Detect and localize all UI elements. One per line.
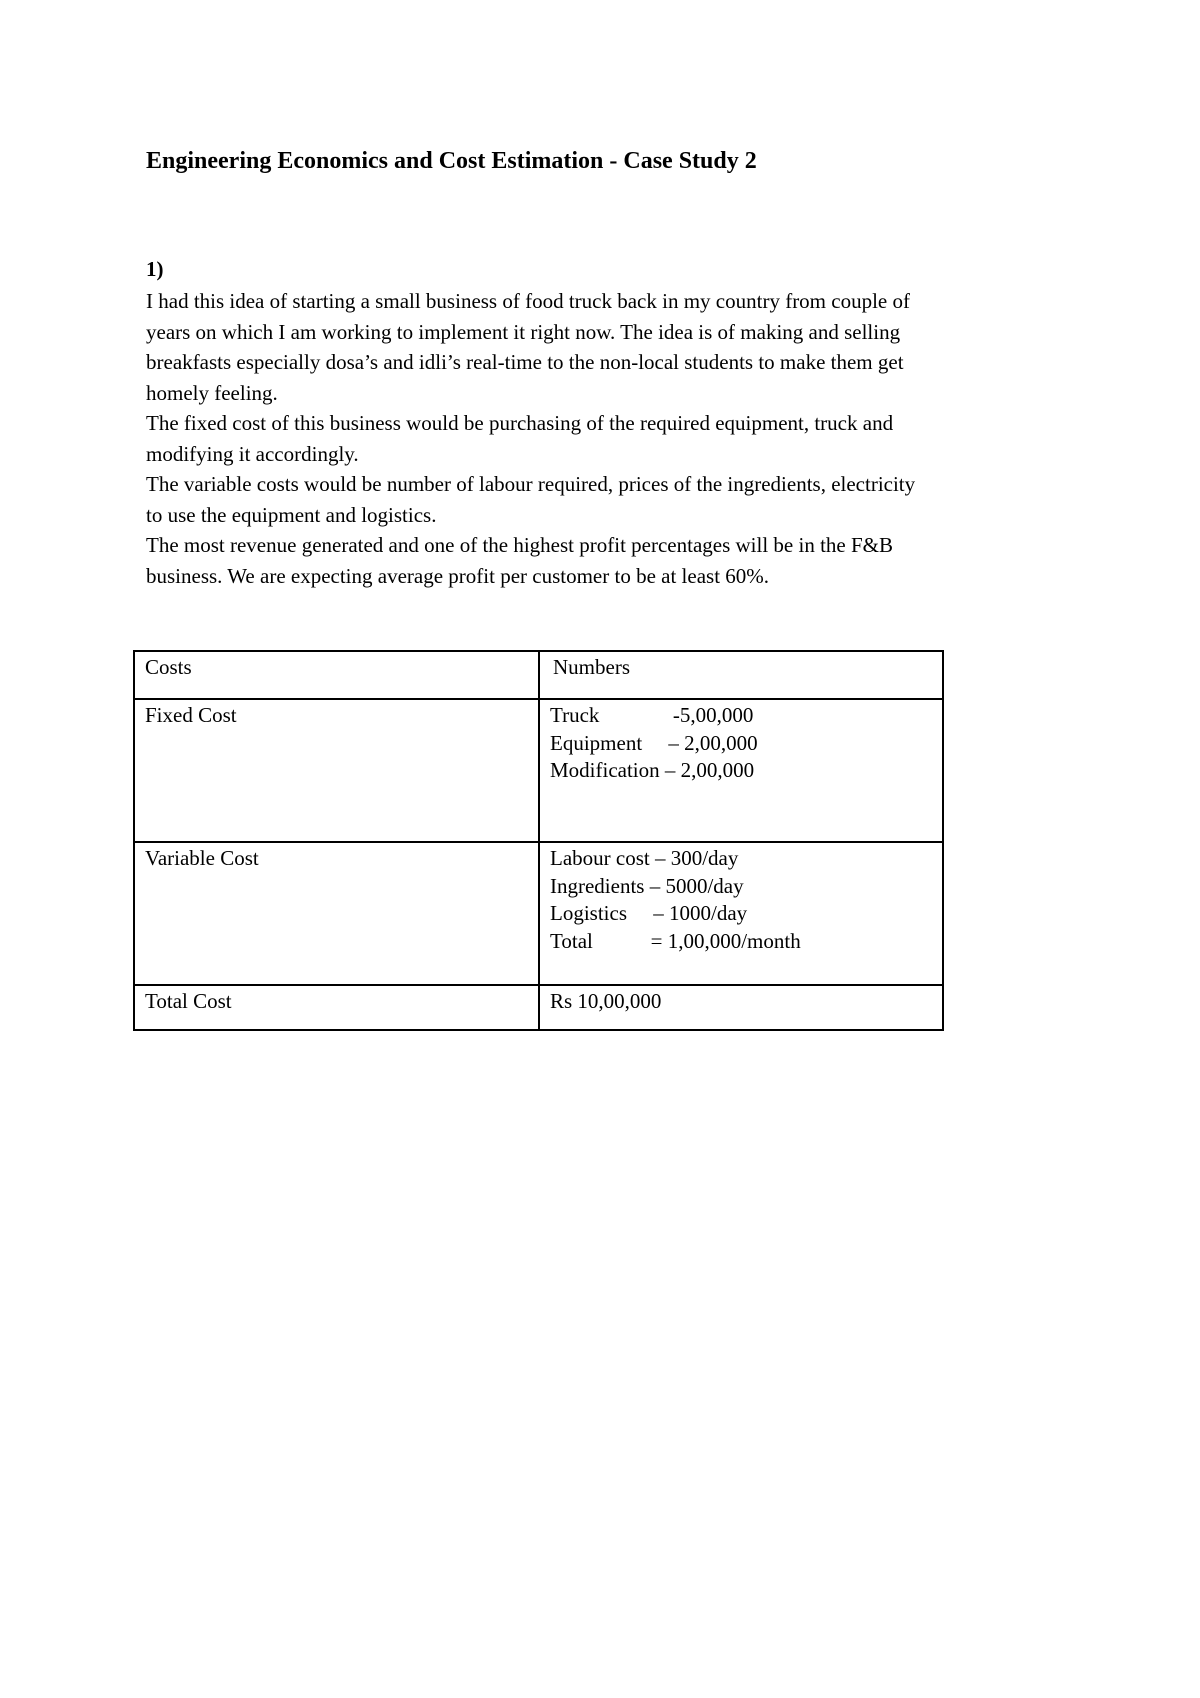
paragraph-line: modifying it accordingly.: [146, 441, 359, 466]
total-cost-value-cell: [539, 985, 943, 1030]
paragraph-line: The variable costs would be number of labour required, prices of the ingredients, electricity: [146, 472, 916, 496]
variable-cost-values-cell: [539, 842, 943, 985]
variable-cost-label-cell: [134, 842, 539, 985]
paragraph-line: breakfasts especially dosa’s and idli’s real-time to the non-local students to make them get: [146, 350, 904, 374]
header-costs: [134, 651, 539, 699]
total-cost-value: Rs 10,00,000: [550, 989, 662, 1013]
fixed-cost-values-cell: [539, 699, 943, 842]
table-row-fixed-cost: [134, 699, 943, 842]
variable-cost-label: Variable Cost: [145, 846, 259, 870]
paragraph-line: The fixed cost of this business would be purchasing of the required equipment, truck and: [146, 411, 894, 435]
header-numbers: [539, 651, 943, 699]
fixed-cost-line-modification: Modification – 2,00,000: [550, 758, 755, 782]
variable-cost-line-total: Total = 1,00,000/month: [550, 928, 801, 953]
document-title: Engineering Economics and Cost Estimation - Case Study 2: [146, 148, 757, 174]
header-numbers-label: Numbers: [553, 655, 630, 679]
table-row-variable-cost: [134, 842, 943, 985]
variable-cost-line-ingredients: Ingredients – 5000/day: [550, 873, 744, 898]
paragraph-line: I had this idea of starting a small business of food truck back in my country from couple of: [146, 289, 910, 313]
header-costs-label: Costs: [145, 655, 192, 679]
total-cost-label-cell: [134, 985, 539, 1030]
total-cost-label: Total Cost: [145, 989, 232, 1013]
question-number: 1): [146, 257, 164, 281]
paragraph-line: The most revenue generated and one of the highest profit percentages will be in the F&B: [146, 533, 894, 557]
paragraph-line: business. We are expecting average profit per customer to be at least 60%.: [146, 563, 770, 588]
paragraph-line: to use the equipment and logistics.: [146, 502, 437, 527]
fixed-cost-label: Fixed Cost: [145, 703, 237, 727]
fixed-cost-label-cell: [134, 699, 539, 842]
cost-table: [133, 650, 944, 1031]
fixed-cost-line-truck: Truck -5,00,000: [550, 703, 754, 727]
table-header-row: [134, 651, 943, 699]
variable-cost-line-logistics: Logistics – 1000/day: [550, 901, 748, 925]
fixed-cost-line-equipment: Equipment – 2,00,000: [550, 730, 758, 755]
paragraph-line: years on which I am working to implement it right now. The idea is of making and selling: [146, 319, 901, 344]
paragraph-line: homely feeling.: [146, 380, 278, 405]
table-row-total-cost: [134, 985, 943, 1030]
variable-cost-line-labour: Labour cost – 300/day: [550, 846, 739, 870]
answer-paragraph: [146, 286, 1046, 591]
